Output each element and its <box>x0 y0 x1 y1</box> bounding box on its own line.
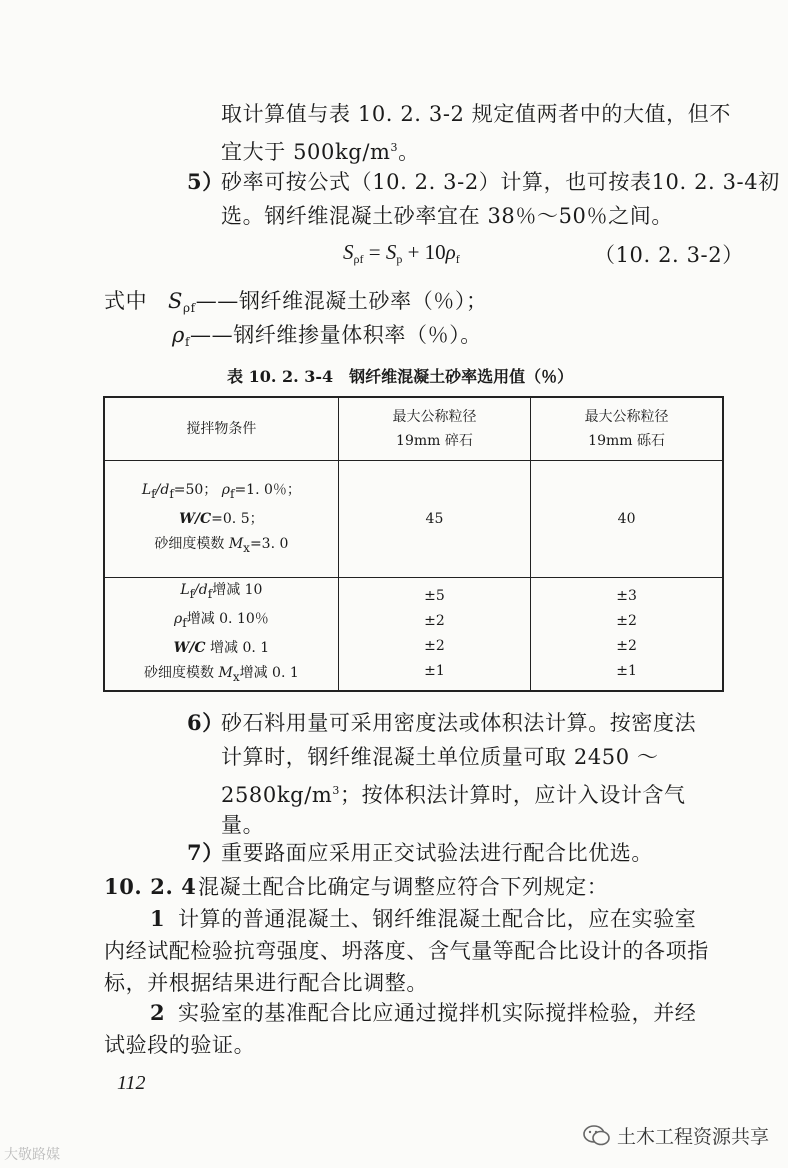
intro-line-1: 取计算值与表 10. 2. 3-2 规定值两者中的大值，但不 <box>221 102 731 126</box>
where-var-1: $S_{\rho f}——$钢纤维混凝土砂率（％）； <box>168 289 488 315</box>
item-5-line-2: 选。钢纤维混凝土砂率宜在 38％～50％之间。 <box>221 204 673 228</box>
para-1-number: 1 <box>150 906 166 931</box>
item-7-line-1: 重要路面应采用正交试验法进行配合比优选。 <box>221 841 653 865</box>
header-gravel: 最大公称粒径 19mm 砾石 <box>531 397 723 461</box>
header-condition: 搅拌物条件 <box>104 397 338 461</box>
para-2-line-1: 实验室的基准配合比应通过搅拌机实际搅拌检验，并经 <box>178 1001 697 1025</box>
watermark-left: 大敬路媒 <box>4 1146 60 1162</box>
where-label: 式中 <box>104 289 148 313</box>
formula-expression: $S_{\rho f} = S_p + 10\rho_f$ <box>343 240 460 266</box>
formula-number: （10. 2. 3-2） <box>594 243 744 267</box>
adjustment-condition-cell: $L_f/d_f$增减 10 $\rho_f$增减 0. 10％ W/C 增减 0. 1 砂细度模数 $M_x$增减 0. 1 <box>104 578 338 692</box>
item-6-line-4: 量。 <box>221 813 265 837</box>
item-6-line-1: 砂石料用量可采用密度法或体积法计算。按密度法 <box>221 711 697 735</box>
where-var-2: $\rho_f——$钢纤维掺量体积率（％）。 <box>172 323 482 349</box>
base-value-crushed: 45 <box>338 461 530 578</box>
item-6-number: 6） <box>187 710 224 735</box>
clause-number: 10. 2. 4 <box>104 874 197 899</box>
item-7-number: 7） <box>187 840 224 865</box>
table-header-row <box>104 397 723 461</box>
sand-ratio-table <box>103 396 724 692</box>
item-5-number: 5） <box>187 169 224 194</box>
table-row <box>104 578 723 692</box>
base-condition-cell: $L_f/d_f=50$； $\rho_f=1$. 0％； W/C=0. 5； 砂细度模数 $M_x=3$. 0 <box>104 461 338 578</box>
adjustment-values-crushed: ±5 ±2 ±2 ±1 <box>338 578 530 692</box>
para-1-line-1: 计算的普通混凝土、钢纤维混凝土配合比，应在实验室 <box>178 907 697 931</box>
table-title: 表 10. 2. 3-4 钢纤维混凝土砂率选用值（％） <box>227 367 574 386</box>
para-1-line-2: 内经试配检验抗弯强度、坍落度、含气量等配合比设计的各项指 <box>104 939 709 963</box>
item-5-line-1: 砂率可按公式（10. 2. 3-2）计算，也可按表10. 2. 3-4初 <box>221 170 780 194</box>
page-number: 112 <box>117 1072 146 1094</box>
watermark-right-text: 土木工程资源共享 <box>617 1127 770 1148</box>
item-6-line-2: 计算时，钢纤维混凝土单位质量可取 2450 ～ <box>221 745 659 769</box>
para-2-line-2: 试验段的验证。 <box>104 1033 256 1057</box>
intro-line-2: 宜大于 $500kg/m^3$。 <box>221 140 420 164</box>
watermark-right <box>583 1122 769 1149</box>
wechat-icon <box>583 1125 611 1147</box>
base-value-gravel: 40 <box>531 461 723 578</box>
para-2-number: 2 <box>150 1000 166 1025</box>
clause-text: 混凝土配合比确定与调整应符合下列规定： <box>198 875 609 899</box>
item-6-line-3: $2580kg/m^3$；按体积法计算时，应计入设计含气 <box>221 783 686 807</box>
table-row <box>104 461 723 578</box>
adjustment-values-gravel: ±3 ±2 ±2 ±1 <box>531 578 723 692</box>
para-1-line-3: 标，并根据结果进行配合比调整。 <box>104 971 428 995</box>
header-crushed-stone: 最大公称粒径 19mm 碎石 <box>338 397 530 461</box>
